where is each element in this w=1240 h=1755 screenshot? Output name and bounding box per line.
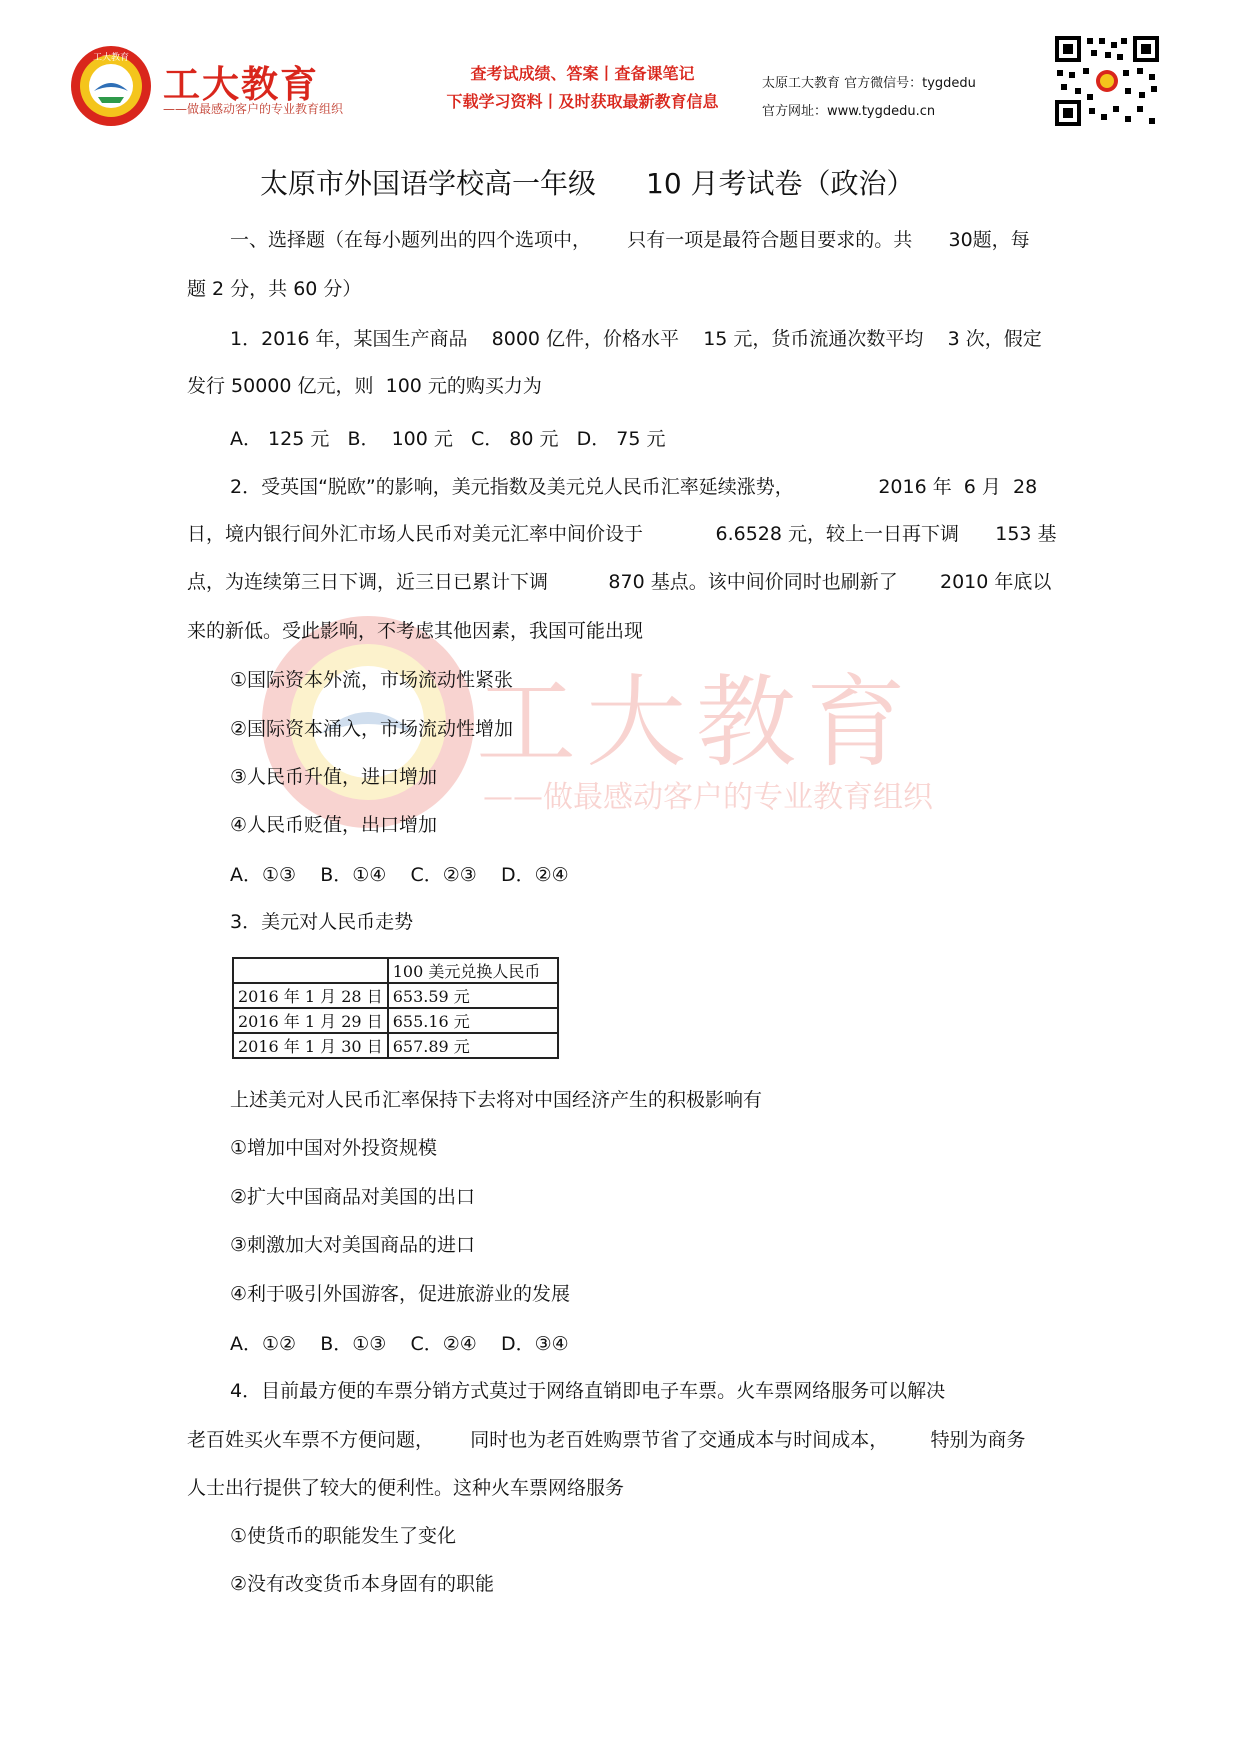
title-exam: 10 月考试卷（政治） xyxy=(646,167,915,200)
table-cell-value: 653.59 元 xyxy=(388,983,558,1008)
q4-stem-line-1: 4．目前最方便的车票分销方式莫过于网络直销即电子车票。火车票网络服务可以解决 xyxy=(230,1380,946,1402)
q2-stem-line-1: 2．受英国“脱欧”的影响，美元指数及美元兑人民币汇率延续涨势， 2016 年 6 月 28 xyxy=(230,476,1038,498)
q4-stem-line-3: 人士出行提供了较大的便利性。这种火车票网络服务 xyxy=(187,1477,625,1499)
table-row xyxy=(233,1033,558,1058)
q2-options: A．①③ B．①④ C．②③ D．②④ xyxy=(230,864,569,886)
q3-item: ①增加中国对外投资规模 xyxy=(230,1137,438,1159)
q2-stem-line-3: 点，为连续第三日下调，近三日已累计下调 870 基点。该中间价同时也刷新了 2010 年底以 xyxy=(187,571,1052,593)
table-cell-value: 655.16 元 xyxy=(388,1008,558,1033)
header-info-line-1: 太原工大教育 官方微信号：tygdedu xyxy=(762,76,976,91)
q2-item: ②国际资本涌入，市场流动性增加 xyxy=(230,718,514,740)
header-info-line-2: 官方网址：www.tygdedu.cn xyxy=(762,104,936,119)
table-cell-date: 2016 年 1 月 28 日 xyxy=(233,983,388,1008)
q4-item: ①使货币的职能发生了变化 xyxy=(230,1525,457,1547)
header-link-line-2: 下载学习资料丨及时获取最新教育信息 xyxy=(446,92,719,111)
watermark-title: 工大教育 xyxy=(476,664,916,781)
q3-options: A．①② B．①③ C．②④ D．③④ xyxy=(230,1333,569,1355)
table-header-cell: 100 美元兑换人民币 xyxy=(388,958,558,983)
brand-emblem-icon xyxy=(70,45,152,127)
header-link-line-1: 查考试成绩、答案丨查备课笔记 xyxy=(470,64,695,83)
table-header-cell xyxy=(233,958,388,983)
q2-stem-line-4: 来的新低。受此影响，不考虑其他因素，我国可能出现 xyxy=(187,620,644,642)
q1-options: A． 125 元 B． 100 元 C． 80 元 D． 75 元 xyxy=(230,428,666,450)
q4-stem-line-2: 老百姓买火车票不方便问题， 同时也为老百姓购票节省了交通成本与时间成本， 特别为商务 xyxy=(187,1429,1026,1451)
table-header-row xyxy=(233,958,558,983)
emblem-text: 工大教育 xyxy=(92,53,130,63)
q2-item: ③人民币升值，进口增加 xyxy=(230,766,438,788)
q2-item: ④人民币贬值，出口增加 xyxy=(230,814,438,836)
brand-name: 工大教育 xyxy=(163,63,319,106)
watermark-slogan: ——做最感动客户的专业教育组织 xyxy=(483,780,933,815)
table-row xyxy=(233,1008,558,1033)
exchange-rate-table xyxy=(232,957,559,1059)
q1-stem-line-2: 发行 50000 亿元，则 100 元的购买力为 xyxy=(187,375,542,397)
table-cell-value: 657.89 元 xyxy=(388,1033,558,1058)
q1-stem-line-1: 1．2016 年，某国生产商品 8000 亿件，价格水平 15 元，货币流通次数平均 3 次，假定 xyxy=(230,328,1042,350)
page-title xyxy=(260,162,915,202)
q2-stem-line-2: 日，境内银行间外汇市场人民币对美元汇率中间价设于 6.6528 元，较上一日再下调 153 基 xyxy=(187,523,1057,545)
q3-item: ②扩大中国商品对美国的出口 xyxy=(230,1186,476,1208)
table-row xyxy=(233,983,558,1008)
q3-stem: 3．美元对人民币走势 xyxy=(230,911,414,933)
header-links xyxy=(405,60,760,116)
q3-item: ④利于吸引外国游客，促进旅游业的发展 xyxy=(230,1283,571,1305)
qr-code-icon xyxy=(1053,34,1161,128)
brand-slogan: ——做最感动客户的专业教育组织 xyxy=(163,102,344,116)
q4-item: ②没有改变货币本身固有的职能 xyxy=(230,1573,495,1595)
table-cell-date: 2016 年 1 月 30 日 xyxy=(233,1033,388,1058)
section-instruction-line-2: 题 2 分，共 60 分） xyxy=(187,278,362,300)
q3-question: 上述美元对人民币汇率保持下去将对中国经济产生的积极影响有 xyxy=(230,1089,763,1111)
q2-item: ①国际资本外流，市场流动性紧张 xyxy=(230,669,514,691)
q3-item: ③刺激加大对美国商品的进口 xyxy=(230,1234,476,1256)
table-cell-date: 2016 年 1 月 29 日 xyxy=(233,1008,388,1033)
title-school: 太原市外国语学校高一年级 xyxy=(260,167,597,200)
page-header xyxy=(0,0,1240,135)
section-instruction-line-1: 一、选择题（在每小题列出的四个选项中， 只有一项是最符合题目要求的。共 30题，每 xyxy=(230,229,1030,251)
header-info xyxy=(762,70,976,126)
